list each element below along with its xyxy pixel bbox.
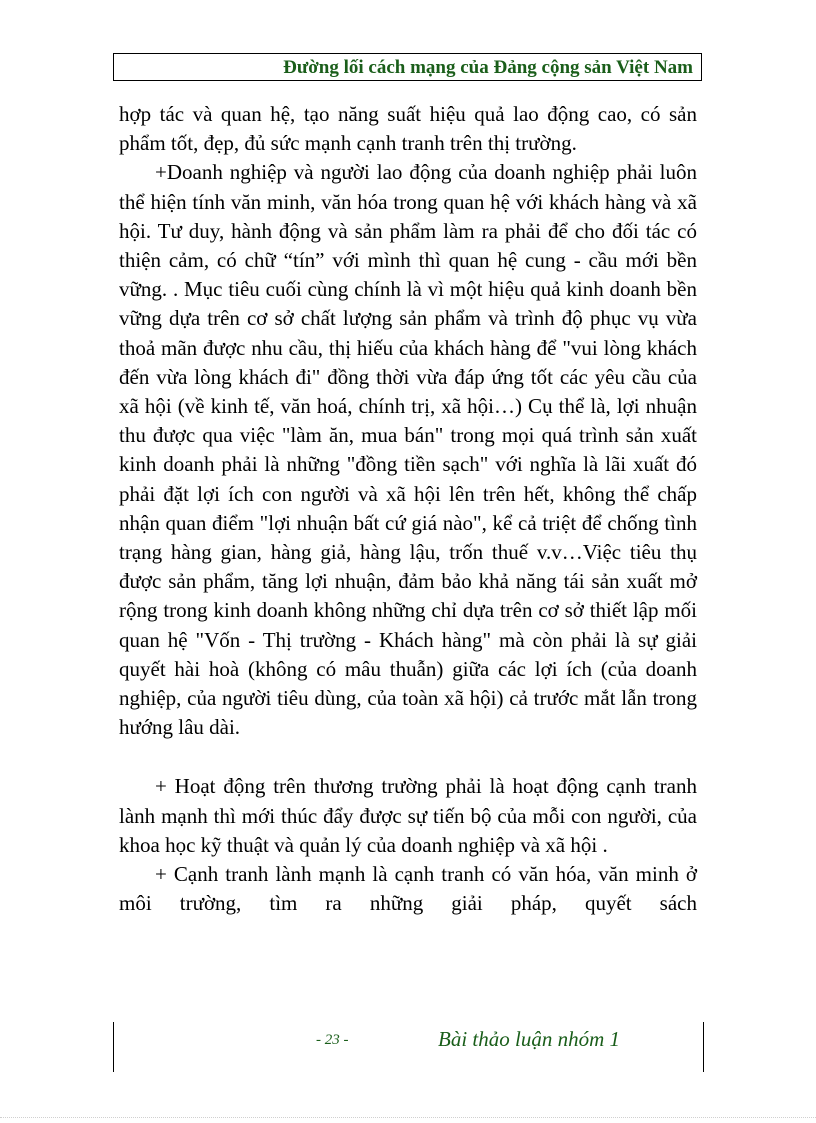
paragraph-gap [119,742,697,772]
paragraph-3: + Hoạt động trên thương trường phải là hoạt động cạnh tranh lành mạnh thì mới thúc đẩy được sự tiến bộ của mỗi con người, của khoa học kỹ thuật và quản lý của doanh nghiệp và xã hội . [119,774,697,857]
page-bottom-divider [0,1117,816,1118]
footer-rule-right [703,1022,704,1072]
header-title: Đường lối cách mạng của Đảng cộng sản Việt Nam [283,57,693,78]
paragraph-4: + Cạnh tranh lành mạnh là cạnh tranh có văn hóa, văn minh ở môi trường, tìm ra những giải pháp, quyết sách [119,862,697,916]
footer-label: Bài thảo luận nhóm 1 [438,1027,620,1051]
page-number: - 23 - [316,1032,349,1048]
paragraph-1: hợp tác và quan hệ, tạo năng suất hiệu quả lao động cao, có sản phẩm tốt, đẹp, đủ sức mạnh cạnh tranh trên thị trường. [119,102,697,156]
paragraph-2: +Doanh nghiệp và người lao động của doanh nghiệp phải luôn thể hiện tính văn minh, văn hóa trong quan hệ với khách hàng và xã hội. Tư duy, hành động và sản phẩm làm ra phải để cho đối tác có thiện cảm, có chữ “tín” với mình thì quan hệ cung - cầu mới bền vững. . Mục tiêu cuối cùng chính là vì một hiệu quả kinh doanh bền vững dựa trên cơ sở chất lượng sản phẩm và trình độ phục vụ vừa thoả mãn được nhu cầu, thị hiếu của khách hàng để "vui lòng khách đến vừa lòng khách đi" đồng thời vừa đáp ứng tốt các yêu cầu của xã hội (về kinh tế, văn hoá, chính trị, xã hội…) Cụ thể là, lợi nhuận thu được qua việc "làm ăn, mua bán" trong mọi quá trình sản xuất kinh doanh phải là những "đồng tiền sạch" với nghĩa là lãi xuất đó phải đặt lợi ích con người và xã hội lên trên hết, không thể chấp nhận quan điểm "lợi nhuận bất cứ giá nào", kể cả triệt để chống tình trạng hàng gian, hàng giả, hàng lậu, trốn thuế v.v…Việc tiêu thụ được sản phẩm, tăng lợi nhuận, đảm bảo khả năng tái sản xuất mở rộng trong kinh doanh không những chỉ dựa trên cơ sở thiết lập mối quan hệ "Vốn - Thị trường - Khách hàng" mà còn phải là sự giải quyết hài hoà (không có mâu thuẫn) giữa các lợi ích (của doanh nghiệp, của người tiêu dùng, của toàn xã hội) cả trước mắt lẫn trong hướng lâu dài. [119,160,697,740]
running-header [113,53,702,81]
footer-rule-left [113,1022,114,1072]
body-text [119,100,697,918]
